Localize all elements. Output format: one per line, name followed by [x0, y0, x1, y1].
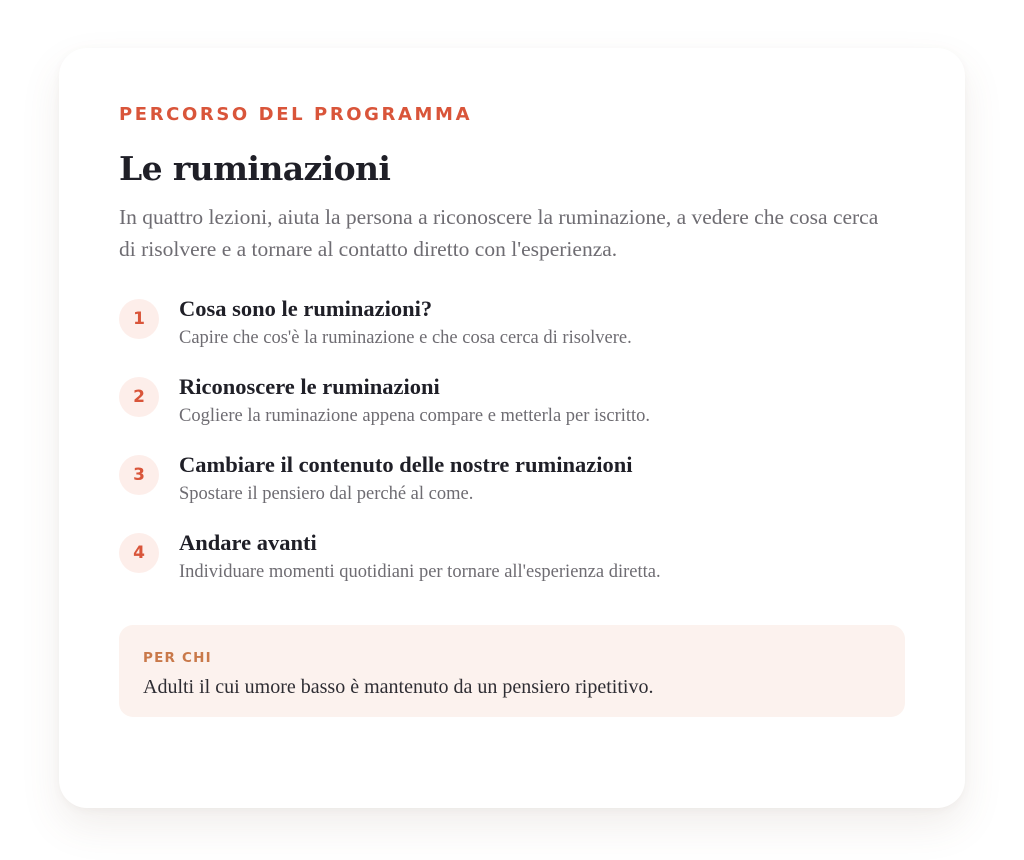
lesson-item [119, 529, 905, 607]
lesson-title: Cambiare il contenuto delle nostre ruminazioni [179, 452, 633, 477]
lesson-description: Spostare il pensiero dal perché al come. [179, 484, 474, 504]
section-eyebrow: PERCORSO DEL PROGRAMMA [119, 104, 473, 125]
audience-label: PER CHI [143, 650, 212, 666]
lesson-number-badge: 1 [119, 299, 159, 339]
lesson-title: Cosa sono le ruminazioni? [179, 296, 433, 321]
lesson-title: Andare avanti [179, 530, 317, 555]
lesson-title: Riconoscere le ruminazioni [179, 374, 440, 399]
audience-callout [119, 625, 905, 717]
lesson-item [119, 295, 905, 373]
lesson-number-badge: 4 [119, 533, 159, 573]
lesson-description: Capire che cos'è la ruminazione e che cosa cerca di risolvere. [179, 328, 632, 348]
lesson-description: Individuare momenti quotidiani per tornare all'esperienza diretta. [179, 562, 661, 582]
lesson-number-badge: 2 [119, 377, 159, 417]
lesson-item [119, 451, 905, 529]
lesson-description: Cogliere la ruminazione appena compare e metterla per iscritto. [179, 406, 651, 426]
audience-text: Adulti il cui umore basso è mantenuto da un pensiero ripetitivo. [143, 676, 654, 698]
lesson-number-badge: 3 [119, 455, 159, 495]
program-intro: In quattro lezioni, aiuta la persona a riconoscere la ruminazione, a vedere che cosa cerca di risolvere e a tornare al contatto diretto con l'esperienza. [119, 205, 879, 261]
page-title: Le ruminazioni [119, 149, 391, 188]
program-card [59, 48, 965, 808]
lesson-item [119, 373, 905, 451]
lesson-list [119, 295, 905, 607]
